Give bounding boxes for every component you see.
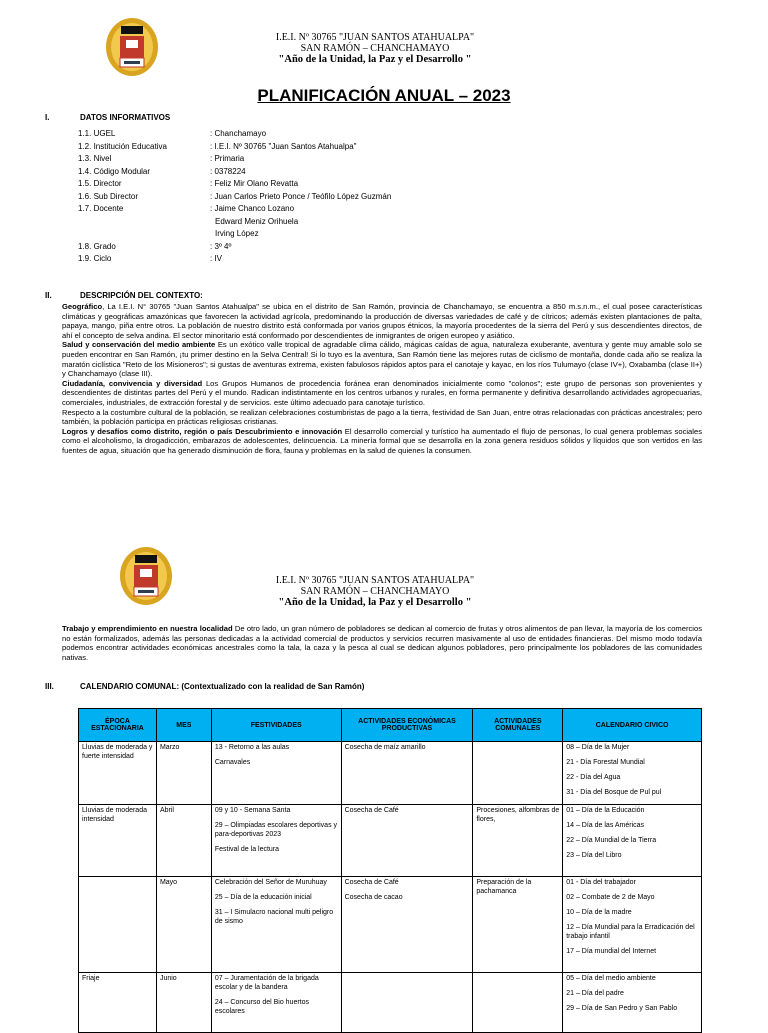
info-label: 1.9. Ciclo	[78, 254, 112, 263]
column-header: ÉPOCA ESTACIONARIA	[79, 709, 157, 742]
economicas-cell-entry: Cosecha de Café	[344, 807, 399, 814]
festividades-cell	[211, 742, 341, 805]
info-value: : Chanchamayo	[210, 129, 267, 138]
civico-cell-entry: 02 – Combate de 2 de Mayo	[566, 894, 655, 901]
comunales-cell-entry: Procesiones, alfombras de flores,	[476, 807, 560, 823]
page-title: PLANIFICACIÓN ANUAL – 2023	[257, 86, 511, 105]
civico-cell-entry: 29 – Día de San Pedro y San Pablo	[566, 1005, 678, 1012]
school-crest-logo	[104, 16, 160, 78]
table-row	[79, 742, 702, 805]
info-value: : Primaria	[210, 154, 245, 163]
year-motto: "Año de la Unidad, la Paz y el Desarrollo "	[278, 597, 472, 608]
info-row	[78, 242, 231, 252]
table-row	[79, 877, 702, 973]
festividades-cell-entry: 25 – Día de la educación inicial	[214, 894, 312, 901]
info-label: 1.6. Sub Director	[78, 191, 139, 201]
context-costumbres: Respecto a la costumbre cultural de la población, se realizan celebraciones costumbristas de pago a la tierra, festividad de San Juan, entre otras relacionadas con prácticas ancestrales; pero también, la población participa en prácticas religiosas cristianas.	[62, 407, 702, 427]
section-3-number: III.	[45, 682, 54, 691]
context-trabajo: Trabajo y emprendimiento en nuestra localidad De otro lado, un gran número de pobladores se dedican al comercio de frutas y otros alimentos de pan llevar, la mayoría de los comercios no están formalizados, además las personas dedicadas a la actividad comercial de productos y servicios recurren masivamente al uso de entidades financieras. Del mismo modo todavía podemos encontrar actividades económicas ancestrales como la tala, la caza y la pesca al cual se dedican algunos pobladores, pero principalmente los pobladores de las comunidades nativas.	[62, 624, 702, 662]
comunales-cell-entry: Preparación de la pachamanca	[476, 879, 532, 895]
section-1-number: I.	[45, 113, 50, 122]
school-crest-logo-page2	[118, 545, 174, 607]
info-row	[78, 142, 356, 152]
epoca-cell: Friaje	[79, 973, 157, 1033]
economicas-cell	[341, 877, 473, 973]
festividades-cell-entry: Festival de la lectura	[214, 846, 280, 853]
civico-cell-entry: 31 - Día del Bosque de Pul pul	[566, 789, 662, 796]
section-1-title: DATOS INFORMATIVOS	[80, 113, 171, 122]
civico-cell	[563, 805, 702, 877]
festividades-cell	[211, 805, 341, 877]
civico-cell-entry: 01 - Día del trabajador	[566, 879, 636, 886]
mes-cell: Marzo	[156, 742, 211, 805]
festividades-cell-entry: 29 – Olimpiadas escolares deportivas y para-deportivas 2023	[214, 822, 338, 838]
comunales-cell	[473, 877, 563, 973]
school-name: I.E.I. Nº 30765 "JUAN SANTOS ATAHUALPA"	[275, 575, 475, 586]
civico-cell	[563, 742, 702, 805]
context-salud: Salud y conservación del medio ambiente Es un exótico valle tropical de agradable clima cálido, mágicas caídas de agua, naturaleza exuberante, aventura y gente muy amable solo se pueden encontrar en San Ramón, ¡tu primer destino en la Selva Central! Si lo tuyo es la aventura, San Ramón tiene las mejores rutas de ciclismo de montaña, donde cada año se realiza la maratón ciclística "Reto de los Misioneros"; si gustas de aventuras extrema, existen fabulosos rápidos aptos para el canotaje y kayac, en los ríos Tulumayo (clase IV+), Oxabamba (clase II+) y Chanchamayo (clase III).	[62, 340, 702, 379]
festividades-cell-entry: 13 - Retorno a las aulas	[214, 744, 290, 751]
section-2-number: II.	[45, 291, 52, 300]
info-row	[78, 192, 391, 202]
civico-cell-entry: 23 – Día del Libro	[566, 852, 622, 859]
civico-cell-entry: 10 – Día de la madre	[566, 909, 632, 916]
info-value: : 3º 4º	[210, 241, 232, 251]
civico-cell	[563, 877, 702, 973]
epoca-cell: Lluvias de moderada y fuerte intensidad	[79, 742, 157, 805]
festividades-cell-entry: 31 – I Simulacro nacional multi peligro de sismo	[214, 909, 334, 925]
economicas-cell-entry: Cosecha de maíz amarillo	[344, 744, 426, 751]
civico-cell-entry: 22 – Día Mundial de la Tierra	[566, 837, 657, 844]
table-row	[79, 805, 702, 877]
docente-name: Edward Meniz Orihuela	[215, 216, 299, 226]
festividades-cell	[211, 877, 341, 973]
civico-cell-entry: 08 – Día de la Mujer	[566, 744, 630, 751]
info-label: 1.4. Código Modular	[78, 166, 151, 176]
column-header: ACTIVIDADES ECONÓMICAS PRODUCTIVAS	[341, 709, 473, 742]
info-value: : Jaime Chanco Lozano	[210, 204, 295, 213]
info-label: 1.8. Grado	[78, 241, 116, 251]
context-text	[62, 302, 702, 456]
civico-cell-entry: 21 - Día Forestal Mundial	[566, 759, 645, 766]
civico-cell-entry: 05 – Día del medio ambiente	[566, 975, 656, 982]
festividades-cell-entry: Carnavales	[214, 759, 251, 766]
info-row	[78, 129, 266, 139]
civico-cell-entry: 21 – Día del padre	[566, 990, 624, 997]
info-row	[78, 204, 294, 214]
economicas-cell-entry: Cosecha de cacao	[344, 894, 403, 901]
section-2-title: DESCRIPCIÓN DEL CONTEXTO:	[80, 291, 203, 300]
letterhead	[250, 32, 500, 65]
info-value: : I.E.I. Nº 30765 "Juan Santos Atahualpa"	[210, 141, 357, 151]
letterhead-page2	[250, 575, 500, 608]
section-3-title: CALENDARIO COMUNAL: (Contextualizado con la realidad de San Ramón)	[80, 682, 365, 691]
docente-name: Irving López	[215, 229, 259, 238]
info-label: 1.1. UGEL	[78, 129, 116, 138]
info-value: : Juan Carlos Prieto Ponce / Teófilo López Guzmán	[210, 191, 392, 201]
school-location: SAN RAMÓN – CHANCHAMAYO	[300, 43, 450, 54]
info-label: 1.7. Docente	[78, 204, 124, 213]
festividades-cell-entry: 24 – Concurso del Bio huertos escolares	[214, 999, 310, 1015]
info-value: : Feliz Mir Olano Revatta	[210, 179, 299, 188]
civico-cell-entry: 12 – Día Mundial para la Erradicación del trabajo infantil	[566, 924, 695, 940]
festividades-cell-entry: Celebración del Señor de Muruhuay	[214, 879, 327, 886]
info-row	[78, 179, 298, 189]
epoca-cell	[79, 877, 157, 973]
school-name: I.E.I. Nº 30765 "JUAN SANTOS ATAHUALPA"	[275, 32, 475, 43]
context-ciudadania: Ciudadanía, convivencia y diversidad Los Grupos Humanos de procedencia foránea eran denominados inicialmente como "colonos"; este grupo de personas son provenientes y descendientes de distintas partes del Perú y el mundo. Radican indistintamente en los centros urbanos y rurales, en forma permanente y definitiva desarrollando actividades agropecuarias, comerciales, industriales, de extracción forestal y de servicios. este último adecuado para canotaje turístico.	[62, 378, 702, 407]
economicas-cell-entry: Cosecha de Café	[344, 879, 399, 886]
column-header: ACTIVIDADES COMUNALES	[473, 709, 563, 742]
info-label: 1.2. Institución Educativa	[78, 141, 167, 151]
column-header: CALENDARIO CIVICO	[563, 709, 702, 742]
mes-cell: Abril	[156, 805, 211, 877]
column-header: FESTIVIDADES	[211, 709, 341, 742]
info-value: : 0378224	[210, 166, 246, 176]
info-row	[78, 167, 246, 177]
info-value: : IV	[210, 254, 223, 263]
festividades-cell-entry: 07 – Juramentación de la brigada escolar y de la bandera	[214, 975, 319, 991]
civico-cell-entry: 17 – Día mundial del Internet	[566, 948, 657, 955]
info-row	[78, 254, 222, 264]
festividades-cell-entry: 09 y 10 - Semana Santa	[214, 807, 291, 814]
column-header: MES	[156, 709, 211, 742]
community-calendar-table	[78, 708, 702, 1033]
economicas-cell	[341, 742, 473, 805]
context-geografico: Geográfico, La I.E.I. N° 30765 "Juan Santos Atahualpa" se ubica en el distrito de San Ramón, provincia de Chanchamayo, se encuentra a 850 m.s.n.m., el cual posee características climáticas y geográficas amazónicas que favorecen la actividad agrícola, predominando la producción de diversas variedades de café y de cítricos; además existen plantaciones de palta, papaya, mango, piña entre otros. La población de nuestro distrito está conformada por varios grupos étnicos, la mayoría procedentes de la sierra del Perú y sus descendientes directos, de ahí el concepto de selva andina. El sector minoritario está conformado por descendientes de inmigrantes de origen europeo y asiático.	[62, 302, 702, 340]
mes-cell: Junio	[156, 973, 211, 1033]
context-logros: Logros y desafíos como distrito, región o país Descubrimiento e innovación El desarrollo comercial y turístico ha aumentado el flujo de personas, lo cual genera problemas sociales como el alcoholismo, la drogadicción, embarazos de adolescentes, delincuencia. La minería formal que se desarrolla en la zona genera residuos sólidos y líquidos que son vertidos en las fuentes de agua, situación que ha generado disminución de flora, fauna y problemas en la salud de quienes la consumen.	[62, 426, 702, 455]
info-label: 1.5. Director	[78, 179, 122, 188]
civico-cell-entry: 22 - Día del Agua	[566, 774, 621, 781]
info-row	[78, 154, 244, 164]
comunales-cell	[473, 742, 563, 805]
economicas-cell	[341, 805, 473, 877]
info-label: 1.3. Nivel	[78, 154, 112, 163]
year-motto: "Año de la Unidad, la Paz y el Desarrollo "	[278, 54, 472, 65]
civico-cell-entry: 01 – Día de la Educación	[566, 807, 645, 814]
comunales-cell	[473, 805, 563, 877]
civico-cell-entry: 14 – Día de las Américas	[566, 822, 645, 829]
mes-cell: Mayo	[156, 877, 211, 973]
school-location: SAN RAMÓN – CHANCHAMAYO	[300, 586, 450, 597]
epoca-cell: Lluvias de moderada intensidad	[79, 805, 157, 877]
